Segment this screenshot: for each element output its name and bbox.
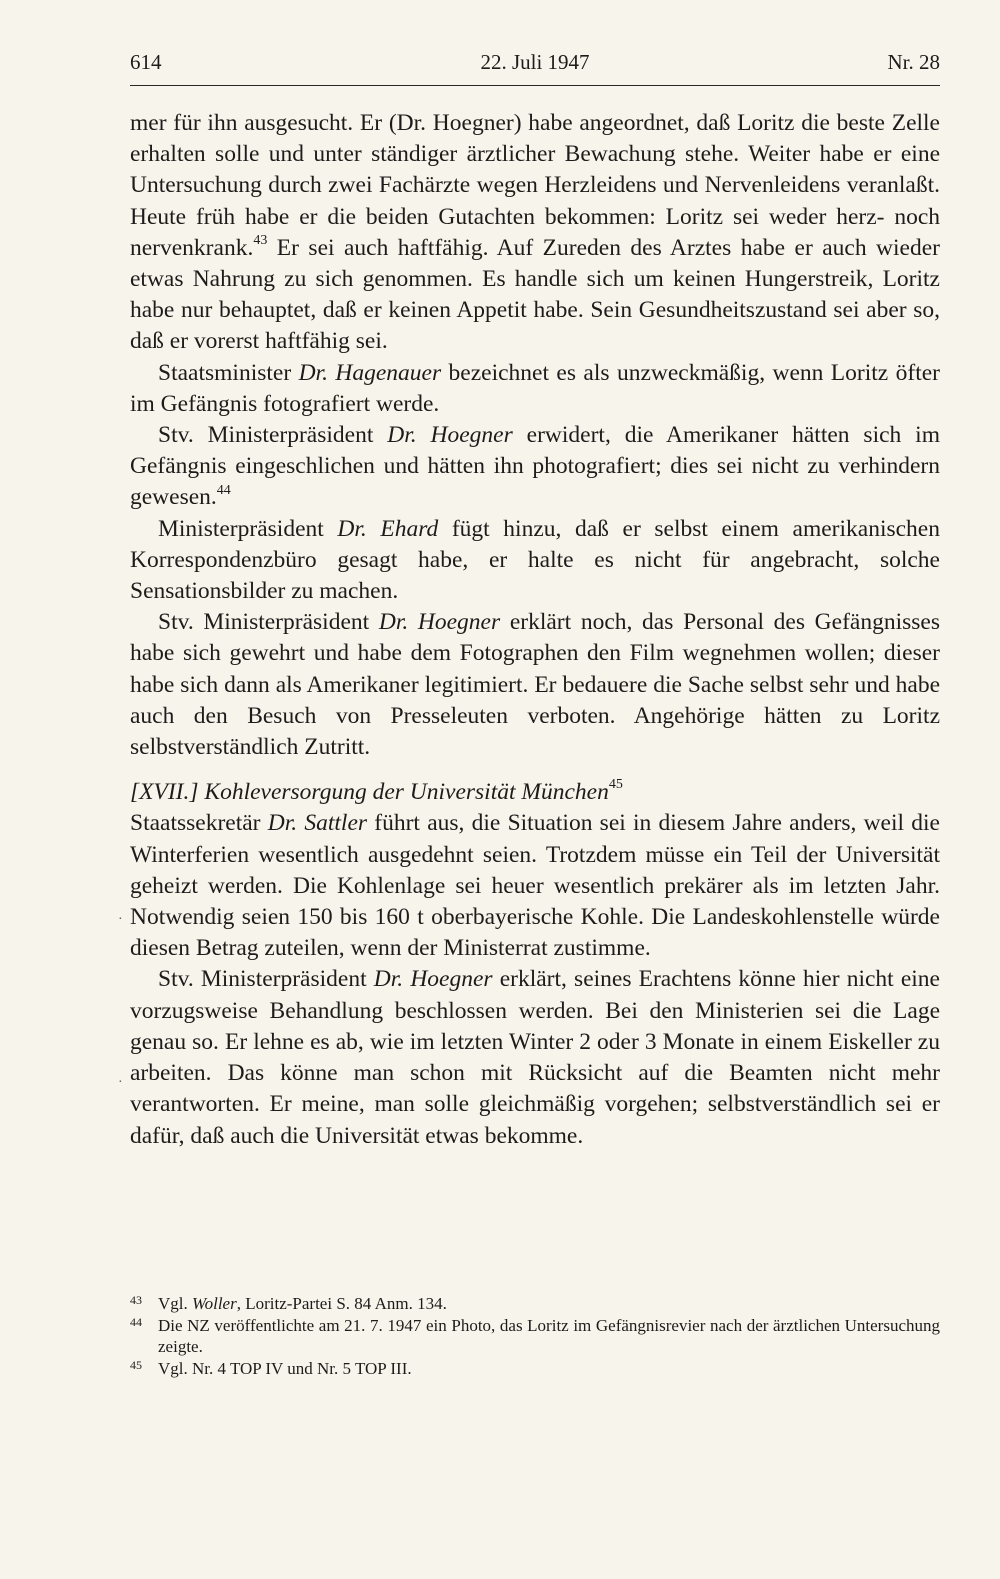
footnote-number: 43 — [130, 1293, 142, 1307]
margin-dot: · — [118, 912, 123, 927]
speaker-name: Dr. Ehard — [337, 515, 439, 542]
footnote-ref[interactable]: 44 — [216, 482, 231, 498]
speaker-name: Dr. Hoegner — [387, 422, 513, 449]
footnote-number: 44 — [130, 1314, 142, 1329]
margin-dot: · — [118, 1075, 123, 1090]
footnote: 45 Vgl. Nr. 4 TOP IV und Nr. 5 TOP III. — [130, 1358, 940, 1380]
paragraph: Stv. Ministerpräsident Dr. Hoegner erwidert, die Amerikaner hätten sich im Gefängnis eingeschlichen und hätten ihn photografiert; dies sei nicht zu verhindern gewesen.$^{44}$ — [130, 422, 940, 511]
footnote-number: 45 — [130, 1357, 142, 1372]
speaker-name: Dr. Sattler — [267, 810, 368, 837]
footnote: 44 Die NZ veröffentlichte am 21. 7. 1947 ein Photo, das Loritz im Gefängnisrevier nach der ärztlichen Untersuchung zeigte. — [130, 1315, 940, 1358]
footnote: 43 Vgl. Woller, Loritz-Partei S. 84 Anm. 134. — [130, 1293, 940, 1315]
footnote-ref[interactable]: 43 — [253, 232, 268, 248]
paragraph: Staatsminister Dr. Hagenauer bezeichnet es als unzweckmäßig, wenn Loritz öfter im Gefängnis fotografiert werde. — [130, 359, 941, 417]
footnotes — [130, 1293, 940, 1379]
main-text — [130, 108, 940, 1152]
paragraph: Staatssekretär Dr. Sattler führt aus, die Situation sei in diesem Jahre anders, weil die Winterferien wesentlich ausgedehnt seien. Trotzdem müsse ein Teil der Universität geheizt werden. Die Kohlenlage sei heuer wesentlich prekärer als im letzten Jahr. Notwendig seien 150 bis 160 t oberbayerische Kohle. Die Landeskohlenstelle würde diesen Betrag zuteilen, wenn der Ministerrat zustimme. — [130, 810, 940, 962]
paragraph: Ministerpräsident Dr. Ehard fügt hinzu, daß er selbst einem amerikanischen Korrespondenzbüro gesagt habe, er halte es nicht für angebracht, solche Sensationsbilder zu machen. — [130, 515, 940, 605]
header-date: 22. Juli 1947 — [480, 50, 590, 74]
header-rule — [130, 85, 940, 86]
document-number: Nr. 28 — [887, 50, 940, 74]
paragraph: mer für ihn ausgesucht. Er (Dr. Hoegner) habe angeordnet, daß Loritz die beste Zelle erhalten solle und unter ständiger ärztlicher Bewachung stehe. Weiter habe er eine Untersuchung durch zwei Fachärzte wegen Herzleidens und Nervenleidens veranlaßt. Heute früh habe er die beiden Gutachten bekommen: Loritz sei weder herz- noch nervenkrank.$^{43}$ Er sei auch haftfähig. Auf Zureden des Arztes habe er auch wieder etwas Nahrung zu sich genommen. Es handle sich um keinen Hungerstreik, Loritz habe nur behauptet, daß er keinen Appetit habe. Sein Gesundheitszustand sei aber so, daß er vorerst haftfähig sei. — [130, 110, 940, 355]
paragraph: Stv. Ministerpräsident Dr. Hoegner erklärt noch, das Personal des Gefängnisses habe sich gewehrt und habe dem Fotographen den Film wegnehmen wollen; dieser habe sich dann als Amerikaner legitimiert. Er bedauere die Sache selbst sehr und habe auch den Besuch von Presseleuten verboten. Angehörige hätten zu Loritz selbstverständlich Zutritt. — [130, 609, 940, 761]
running-header — [130, 50, 940, 84]
page-number: 614 — [130, 50, 162, 74]
speaker-name: Dr. Hoegner — [378, 609, 501, 636]
speaker-name: Dr. Hagenauer — [298, 359, 442, 386]
paragraph: Stv. Ministerpräsident Dr. Hoegner erklärt, seines Erachtens könne hier nicht eine vorzugsweise Behandlung beschlossen werden. Bei den Ministerien sei die Lage genau so. Er lehne es ab, wie im letzten Winter 2 oder 3 Monate in einem Eiskeller zu arbeiten. Das könne man schon mit Rücksicht auf die Beamten nicht mehr verantworten. Er meine, man solle gleichmäßig vorgehen; selbstverständlich sei er dafür, daß auch die Universität etwas bekomme. — [130, 966, 940, 1149]
speaker-name: Dr. Hoegner — [373, 966, 493, 993]
section-heading: [XVII.] Kohleversorgung der Universität München$^{45}$ — [130, 777, 623, 806]
footnote-ref[interactable]: 45 — [608, 777, 623, 793]
